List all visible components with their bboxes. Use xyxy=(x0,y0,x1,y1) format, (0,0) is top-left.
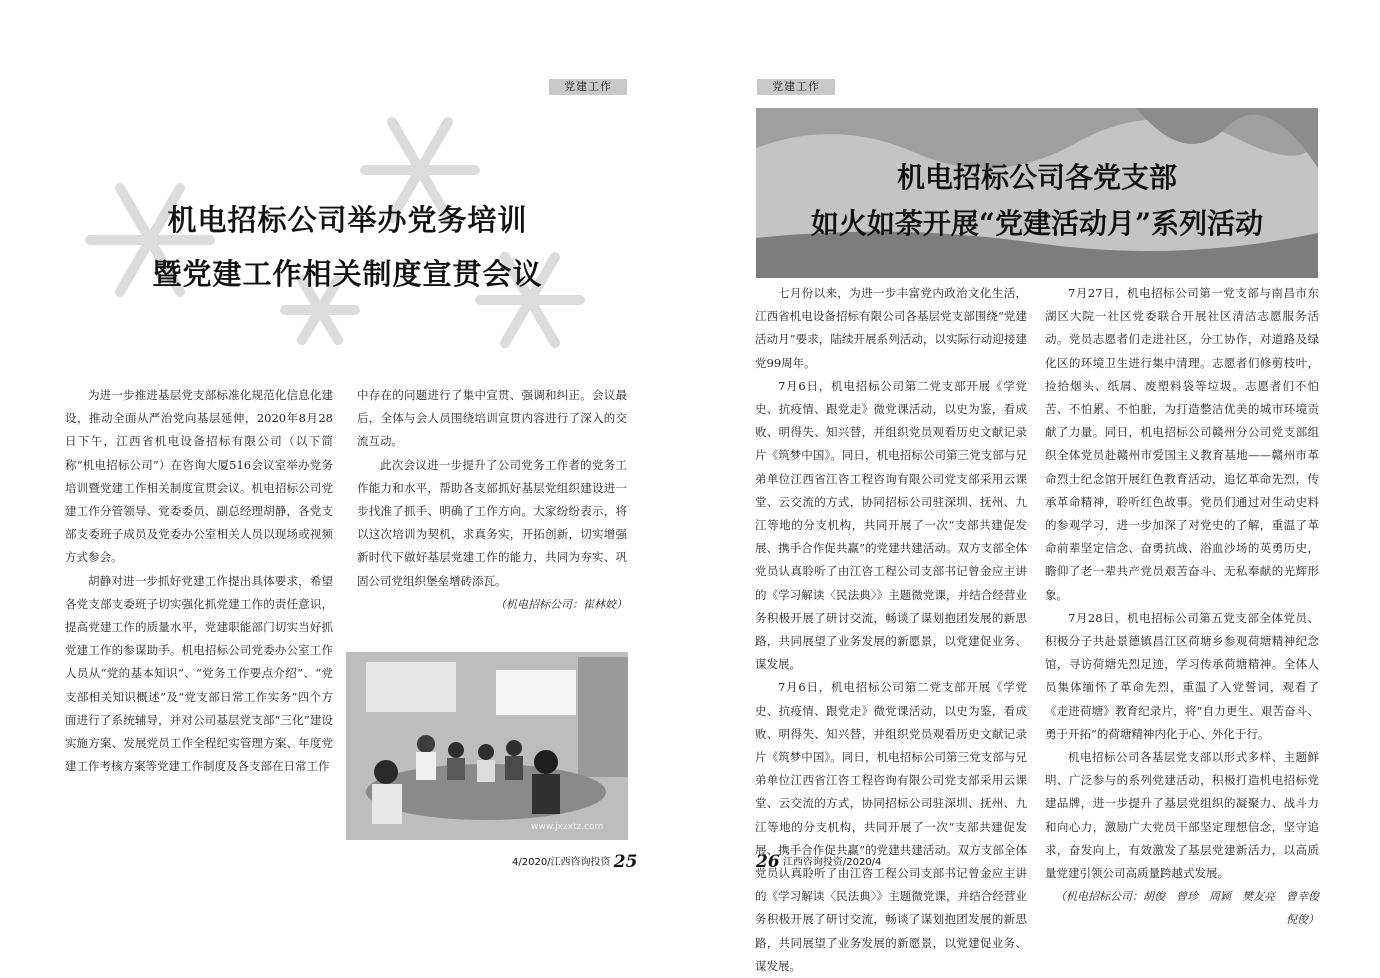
paragraph: 机电招标公司各基层党支部以形式多样、主题鲜明、广泛参与的系列党建活动，积极打造机电招标党建品牌，进一步提升了基层党组织的凝聚力、战斗力和向心力，激励广大党员干部坚定理想信念，坚守追求，奋发向上，有效激发了基层党建新活力，以高质量党建引领公司高质量跨越式发展。 xyxy=(1045,750,1319,881)
article-title-line1: 机电招标公司举办党务培训 xyxy=(167,203,528,237)
paragraph: 为进一步推进基层党支部标准化规范化信息化建设，推动全面从严治党向基层延伸，2020年8月28日下午，江西省机电设备招标有限公司（以下简称“机电招标公司”）在咨询大厦516会议室举办党务培训暨党建工作相关制度宣贯会议。机电招标公司党建工作分管领导、党委委员、副总经理胡静，各党支部支委班子成员及党委办公室相关人员以现场或视频方式参会。 xyxy=(65,388,333,565)
page-number: 26 xyxy=(756,852,780,872)
paragraph: 此次会议进一步提升了公司党务工作者的党务工作能力和水平，帮助各支部抓好基层党组织建设进一步找准了抓手、明确了工作方向。大家纷纷表示，将以这次培训为契机，求真务实，开拓创新，切实增强新时代下做好基层党建工作的能力，共同为夯实、巩固公司党组织堡垒增砖添瓦。 xyxy=(357,457,627,588)
signature: （机电招标公司：崔林姣） xyxy=(495,597,627,611)
paragraph: 七月份以来，为进一步丰富党内政治文化生活，江西省机电设备招标有限公司各基层党支部围绕“党建活动月”要求，陆续开展系列活动，以实际行动迎接建党99周年。 xyxy=(755,286,1027,370)
section-tag: 党建工作 xyxy=(757,79,835,95)
title-banner xyxy=(756,108,1318,278)
article-title-line1: 机电招标公司各党支部 xyxy=(896,161,1177,194)
paragraph-continued: 中存在的问题进行了集中宣贯、强调和纠正。会议最后，全体与会人员围绕培训宣贯内容进行了深入的交流互动。 xyxy=(357,388,627,449)
right-page xyxy=(690,0,1380,973)
paragraph: 7月6日，机电招标公司第二党支部开展《学党史、抗疫情、跟党走》微党课活动，以史为鉴，看成败、明得失、知兴替，并组织党员观看历史文献记录片《筑梦中国》。同日，机电招标公司第三党支部与兄弟单位江西省江咨工程咨询有限公司党支部采用云课堂、云交流的方式，协同招标公司驻深圳、抚州、九江等地的分支机构，共同开展了一次“支部共建促发展、携手合作促共赢”的党建共建活动。双方支部全体党员认真聆听了由江咨工程公司支部书记曾金应主讲的《学习解读〈民法典〉》主题微党课，并结合经营业务积极开展了研讨交流，畅谈了谋划抱团发展的新思路，共同展望了业务发展的新愿景，以党建促业务、谋发展。 xyxy=(755,680,1027,973)
photo-watermark: www.jxzxtz.com xyxy=(531,822,604,832)
text-column-2 xyxy=(357,384,627,616)
signature: （机电招标公司：胡俊 曾珍 周颖 樊友亮 曾幸俊 倪俊） xyxy=(1055,890,1330,927)
text-column-2 xyxy=(1045,282,1330,932)
text-column-1 xyxy=(65,384,333,778)
page-number: 25 xyxy=(613,852,638,872)
issue-label: 江西咨询投资/2020/4 xyxy=(782,857,882,868)
paragraph: 7月28日，机电招标公司第五党支部全体党员、积极分子共赴景德镇昌江区荷塘乡参观荷塘精神纪念馆，寻访荷塘先烈足迹，学习传承荷塘精神。全体人员集体缅怀了革命先烈，重温了入党誓词，观看了《走进荷塘》教育纪录片，将“自力更生、艰苦奋斗、勇于开拓”的荷塘精神内化于心、外化于行。 xyxy=(1045,610,1319,741)
photo-illustration-icon xyxy=(346,652,628,840)
paragraph: 7月27日，机电招标公司第一党支部与南昌市东湖区大院一社区党委联合开展社区清洁志愿服务活动。党员志愿者们走进社区，分工协作，对道路及绿化区的环境卫生进行集中清理。志愿者们修剪枝叶，捡拾烟头、纸屑、废塑料袋等垃圾。志愿者们不怕苦、不怕累、不怕脏，为打造整洁优美的城市环境贡献了力量。同日，机电招标公司赣州分公司党支部组织全体党员赴赣州市爱国主义教育基地——赣州市革命烈士纪念馆开展红色教育活动，追忆革命先烈，传承革命精神，聆听红色故事。党员们通过对生动史料的参观学习，进一步加深了对党史的了解，重温了革命前辈坚定信念、奋勇抗战、浴血沙场的英勇历史，瞻仰了老一辈共产党员艰苦奋斗、无私奉献的光辉形象。 xyxy=(1045,286,1319,602)
page-footer xyxy=(756,852,881,872)
page-footer xyxy=(512,852,637,872)
article-title-line2: 暨党建工作相关制度宣贯会议 xyxy=(152,257,543,291)
paragraph: 7月6日，机电招标公司第二党支部开展《学党史、抗疫情、跟党走》微党课活动，以史为鉴，看成败、明得失、知兴替，并组织党员观看历史文献记录片《筑梦中国》。同日，机电招标公司第三党支部与兄弟单位江西省江咨工程咨询有限公司党支部采用云课堂、云交流的方式，协同招标公司驻深圳、抚州、九江等地的分支机构，共同开展了一次“支部共建促发展、携手合作促共赢”的党建共建活动。双方支部全体党员认真聆听了由江咨工程公司支部书记曾金应主讲的《学习解读〈民法典〉》主题微党课，并结合经营业务积极开展了研讨交流，畅谈了谋划抱团发展的新思路，共同展望了业务发展的新愿景，以党建促业务、谋发展。 xyxy=(755,378,1027,672)
article-title-line2: 如火如荼开展“党建活动月”系列活动 xyxy=(810,207,1264,240)
issue-label: 4/2020/江西咨询投资 xyxy=(512,857,611,868)
left-page xyxy=(0,0,690,930)
meeting-photo xyxy=(346,652,628,840)
section-tag: 党建工作 xyxy=(549,79,627,95)
text-column-1 xyxy=(755,282,1027,978)
paragraph: 胡静对进一步抓好党建工作提出具体要求，希望各党支部支委班子切实强化抓党建工作的责任意识，提高党建工作的质量水平，党建职能部门切实当好抓党建工作的参谋助手。机电招标公司党委办公室工作人员从“党的基本知识”、“党务工作要点介绍”、“党支部相关知识概述”及“党支部日常工作实务”四个方面进行了系统辅导，并对公司基层党支部“三化”建设实施方案、发展党员工作全程纪实管理方案、年度党建工作考核方案等党建工作制度及各支部在日常工作 xyxy=(65,573,333,774)
